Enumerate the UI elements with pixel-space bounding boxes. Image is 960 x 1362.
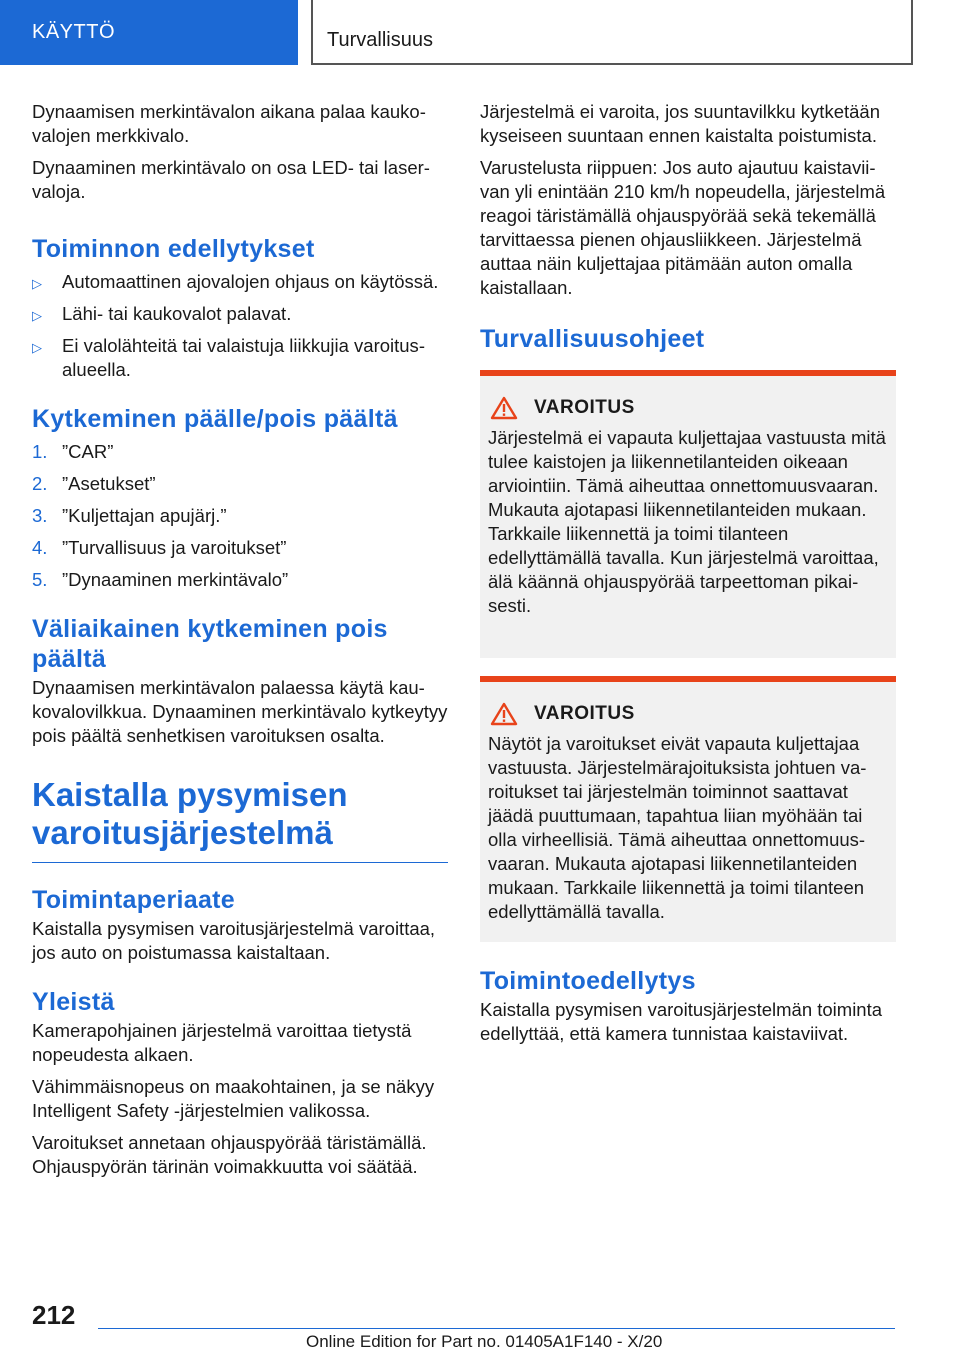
- paragraph: Järjestelmä ei varoita, jos suuntavilkku kytketään kyseiseen suuntaan ennen kaistalta poistumista.: [480, 101, 880, 146]
- list-item: [32, 334, 450, 382]
- warning-header: [488, 702, 886, 726]
- list-item-text: Automaattinen ajovalojen ohjaus on käytössä.: [62, 271, 439, 292]
- warning-text: Näytöt ja varoitukset eivät vapauta kuljettajaa vastuusta. Järjestelmärajoituksista johtuen varoitukset tai järjestelmän toiminnot saattavat jäädä puuttumaan, tapahtua liian myöhään tai olla virheellisiä. Tämä aiheuttaa onnettomuusvaaran. Mukauta ajotapasi liikennetilanteiden mukaan. Tarkkaile liikennettä ja toimi tilanteen edellyttämällä tavalla.: [488, 733, 867, 922]
- right-column: [480, 100, 896, 1054]
- paragraph: Varustelusta riippuen: Jos auto ajautuu kaistaviivan yli enintään 210 km/h nopeudella, järjestelmä reagoi täristämällä ohjauspyörää sekä tekemällä tarvittaessa pienen ohjausliikkeen. Järjestelmä auttaa näin kuljettajaa pitämään auton omalla kaistallaan.: [480, 157, 886, 298]
- heading-general: Yleistä: [32, 988, 115, 1016]
- step-text: ”CAR”: [62, 441, 114, 462]
- step-item: [32, 568, 450, 592]
- step-number: 2.: [32, 473, 48, 494]
- warning-text: Järjestelmä ei vapauta kuljettajaa vastuusta mitä tulee kaistojen ja liikennetilanteiden oikeaan arviointiin. Tämä aiheuttaa onnettomuusvaaran. Mukauta ajotapasi liikennetilanteiden mukaan. Tarkkaile liikennettä ja toimi tilanteen edellyttämällä tavalla. Kun järjestelmä varoittaa, älä käännä ohjauspyörää tarpeettoman pikaisesti.: [488, 427, 886, 616]
- heading-main: Kaistalla pysymisen varoitusjärjestelmä: [32, 776, 348, 851]
- step-number: 4.: [32, 537, 48, 558]
- step-text: ”Dynaaminen merkintävalo”: [62, 569, 289, 590]
- list-item-text: Lähi- tai kaukovalot palavat.: [62, 303, 292, 324]
- heading-temporary: Väliaikainen kytkeminen pois päältä: [32, 615, 388, 673]
- warning-header: [488, 396, 886, 420]
- warning-triangle-icon: [490, 396, 518, 420]
- step-text: ”Turvallisuus ja varoitukset”: [62, 537, 287, 558]
- heading-conditions: Toiminnon edellytykset: [32, 235, 315, 263]
- paragraph: Vähimmäisnopeus on maakohtainen, ja se näkyy Intelligent Safety -järjestelmien valikossa.: [32, 1076, 435, 1121]
- steps-list: [32, 440, 450, 592]
- paragraph: Kamerapohjainen järjestelmä varoittaa tietystä nopeudesta alkaen.: [32, 1020, 412, 1065]
- triangle-right-icon: ▷: [32, 308, 42, 323]
- list-item-text: Ei valolähteitä tai valaistuja liikkujia varoitusalueella.: [62, 335, 425, 380]
- step-number: 5.: [32, 569, 48, 590]
- step-item: [32, 536, 450, 560]
- triangle-right-icon: ▷: [32, 276, 42, 291]
- step-text: ”Kuljettajan apujärj.”: [62, 505, 227, 526]
- step-number: 1.: [32, 441, 48, 462]
- heading-switch: Kytkeminen päälle/pois päältä: [32, 405, 398, 433]
- section-tab: KÄYTTÖ: [0, 0, 298, 65]
- list-item: [32, 302, 450, 326]
- warning-triangle-icon: [490, 702, 518, 726]
- footer-rule: [98, 1328, 895, 1329]
- warning-title: VAROITUS: [534, 703, 635, 724]
- warning-box: [480, 676, 896, 942]
- paragraph: Varoitukset annetaan ohjauspyörää täristämällä. Ohjauspyörän tärinän voimakkuutta voi säätää.: [32, 1132, 427, 1177]
- step-item: [32, 440, 450, 464]
- left-column: [32, 100, 450, 1187]
- page-number: 212: [32, 1300, 76, 1330]
- paragraph: Dynaamisen merkintävalon palaessa käytä kaukovalovilkkua. Dynaaminen merkintävalo kytkeytyy pois päältä senhetkisen varoituksen osalta.: [32, 677, 448, 746]
- step-number: 3.: [32, 505, 48, 526]
- list-item: [32, 270, 450, 294]
- edition-text: Online Edition for Part no. 01405A1F140 - X/20: [306, 1332, 663, 1351]
- paragraph: Kaistalla pysymisen varoitusjärjestelmä varoittaa, jos auto on poistumassa kaistaltaan.: [32, 918, 436, 963]
- heading-rule: [32, 862, 448, 863]
- heading-safety: Turvallisuusohjeet: [480, 325, 705, 353]
- conditions-list: [32, 270, 450, 382]
- triangle-right-icon: ▷: [32, 340, 42, 355]
- step-item: [32, 472, 450, 496]
- page-title: Turvallisuus: [311, 0, 913, 65]
- warning-title: VAROITUS: [534, 397, 635, 418]
- paragraph: Dynaaminen merkintävalo on osa LED- tai laservaloja.: [32, 157, 430, 202]
- paragraph: Dynaamisen merkintävalon aikana palaa kaukovalojen merkkivalo.: [32, 101, 426, 146]
- step-item: [32, 504, 450, 528]
- warning-box: [480, 370, 896, 658]
- heading-principle: Toimintaperiaate: [32, 886, 235, 914]
- step-text: ”Asetukset”: [62, 473, 156, 494]
- heading-requirement: Toimintoedellytys: [480, 967, 696, 995]
- paragraph: Kaistalla pysymisen varoitusjärjestelmän toiminta edellyttää, että kamera tunnistaa kaistaviivat.: [480, 999, 883, 1044]
